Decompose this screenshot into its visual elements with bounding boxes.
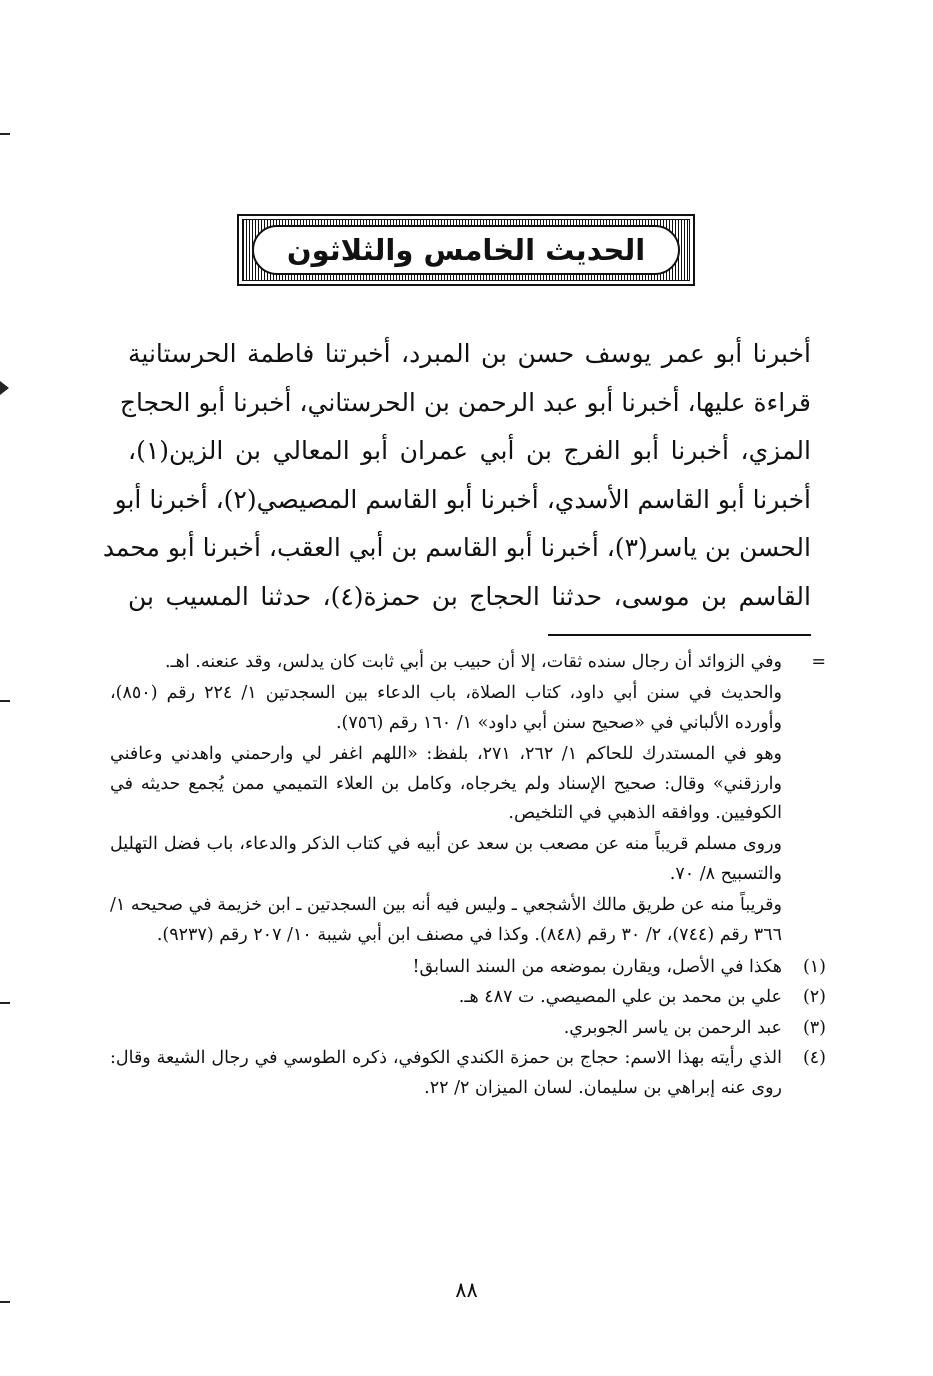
page-number: ٨٨	[455, 1278, 478, 1302]
footnote-body	[110, 648, 782, 952]
footnotes	[110, 648, 826, 1104]
title-pill	[252, 225, 680, 275]
footnote-paragraph: وقريباً منه عن طريق مالك الأشجعي ـ وليس فيه أنه بين السجدتين ـ ابن خزيمة في صحيحه ١/ ٣٦٦ رقم (٧٤٤)، ٢/ ٣٠ رقم (٨٤٨). وكذا في مصنف ابن أبي شيبة ١٠/ ٢٠٧ رقم (٩٢٣٧).	[110, 895, 782, 945]
margin-tick	[0, 700, 10, 702]
title-frame	[237, 214, 695, 286]
margin-arrow-mark	[0, 381, 9, 395]
footnote-paragraph: وهو في المستدرك للحاكم ١/ ٢٦٢، ٢٧١، بلفظ: «اللهم اغفر لي وارحمني واهدني وعافني وارزقني» وقال: صحيح الإسناد ولم يخرجاه، وكامل بن العلاء التميمي ممن يُجمع حديثه في الكوفيين. ووافقه الذهبي في التلخيص.	[110, 744, 782, 824]
footnote-number: (٤)	[802, 1048, 826, 1069]
footnote-text: الذي رأيته بهذا الاسم: حجاج بن حمزة الكندي الكوفي، ذكره الطوسي في رجال الشيعة وقال: روى عنه إبراهي بن سليمان. لسان الميزان ٢/ ٢٢.	[110, 1048, 782, 1098]
footnote-item	[110, 983, 826, 1012]
main-text-line: المزي، أخبرنا أبو الفرج بن أبي عمران أبو المعالي بن الزين(١)،	[128, 436, 811, 465]
main-text-line: أخبرنا أبو عمر يوسف حسن بن المبرد، أخبرتنا فاطمة الحرستانية	[128, 339, 811, 368]
margin-tick	[0, 1002, 10, 1004]
main-text-line: أخبرنا أبو القاسم الأسدي، أخبرنا أبو القاسم المصيصي(٢)، أخبرنا أبو	[114, 484, 811, 514]
footnote-paragraph: وفي الزوائد أن رجال سنده ثقات، إلا أن حبيب بن أبي ثابت كان يدلس، وقد عنعنه. اهـ.	[164, 652, 782, 672]
footnote-number: (٣)	[802, 1017, 826, 1038]
main-text-line: القاسم بن موسى، حدثنا الحجاج بن حمزة(٤)، حدثنا المسيب بن	[128, 581, 811, 611]
footnote-item	[110, 1044, 826, 1103]
main-text-line: قراءة عليها، أخبرنا أبو عبد الرحمن بن الحرستاني، أخبرنا أبو الحجاج	[119, 387, 811, 417]
footnote-item	[110, 1014, 826, 1043]
margin-tick	[0, 133, 10, 135]
footnote-continuation	[110, 648, 826, 952]
continuation-marker: =	[811, 652, 826, 672]
main-text-line: الحسن بن ياسر(٣)، أخبرنا أبو القاسم بن أبي العقب، أخبرنا أبو محمد	[102, 533, 811, 562]
footnote-separator	[548, 634, 811, 636]
title-frame-border	[242, 219, 690, 281]
footnote-text: علي بن محمد بن علي المصيصي. ت ٤٨٧ هـ.	[458, 987, 782, 1008]
chapter-title: الحديث الخامس والثلاثون	[286, 232, 646, 267]
footnote-text: هكذا في الأصل، ويقارن بموضعه من السند السابق!	[412, 957, 782, 978]
footnote-number: (١)	[802, 957, 826, 978]
footnote-text: عبد الرحمن بن ياسر الجوبري.	[563, 1017, 782, 1038]
footnote-item	[110, 953, 826, 982]
footnote-paragraph: وروى مسلم قريباً منه عن مصعب بن سعد عن أبيه في كتاب الذكر والدعاء، باب فضل التهليل والتسبيح ٨/ ٧٠.	[110, 834, 782, 884]
footnote-paragraph: والحديث في سنن أبي داود، كتاب الصلاة، باب الدعاء بين السجدتين ١/ ٢٢٤ رقم (٨٥٠)، وأورده الألباني في «صحيح سنن أبي داود» ١/ ١٦٠ رقم (٧٥٦).	[110, 683, 782, 733]
footnote-number: (٢)	[802, 987, 826, 1008]
main-text	[102, 330, 811, 621]
